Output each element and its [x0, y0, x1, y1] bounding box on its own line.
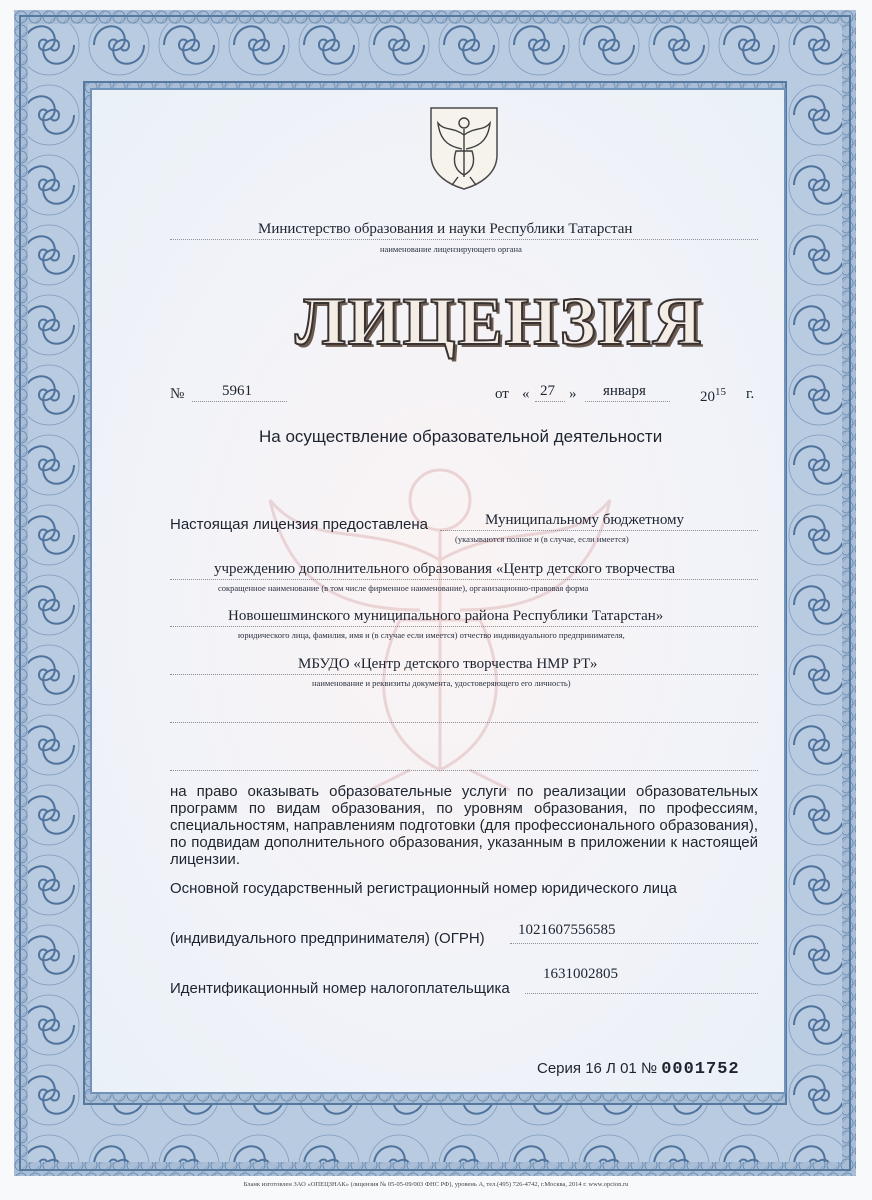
number-label: № [170, 386, 185, 402]
grantee-line3: Новошешминского муниципального района Республики Татарстан» [228, 608, 664, 624]
quote-close: » [569, 386, 577, 402]
series-label: Серия [537, 1060, 582, 1077]
year-suffix: 15 [715, 386, 726, 398]
grantee-caption4: наименование и реквизиты документа, удостоверяющего его личность) [312, 678, 571, 688]
number-line [192, 401, 287, 402]
ogrn-label-2: (индивидуального предпринимателя) (ОГРН) [170, 930, 485, 947]
grantee-caption3: юридического лица, фамилия, имя и (в случае если имеется) отчество индивидуального предпринимателя, [238, 630, 625, 640]
series-block [537, 1060, 740, 1079]
coat-of-arms-icon [428, 105, 500, 191]
blank-line-2 [170, 770, 758, 771]
authority-caption: наименование лицензирующего органа [380, 244, 522, 254]
year-prefix: 20 [700, 389, 715, 405]
grantee-label: Настоящая лицензия предоставлена [170, 516, 429, 533]
day-line [535, 401, 565, 402]
authority-line [170, 239, 758, 240]
series-no-label: № [640, 1060, 658, 1077]
series-value: 16 Л 01 [585, 1060, 637, 1077]
printer-footer: Бланк изготовлен ЗАО «ОПЕЦЗНАК» (лицензия № 05-05-09/003 ФНС РФ), уровень А, тел.(495) 726-4742, г.Москва, 2014 г. www.opcion.ru [243, 1181, 629, 1188]
grantee-underline1 [440, 530, 758, 531]
blank-line-1 [170, 722, 758, 723]
inn-line [525, 993, 758, 994]
grantee-caption1: (указываются полное и (в случае, если имеется) [455, 534, 629, 544]
grantee-caption2: сокращенное наименование (в том числе фирменное наименование), организационно-правовая форма [218, 583, 589, 593]
rights-paragraph: на право оказывать образовательные услуги по реализации образовательных программ по видам образования, по уровням образования, по профессиям, специальностям, направлениям подготовки (для профессионального образования), по подвидам дополнительного образования, указанным в приложении к настоящей лицензии. [170, 783, 758, 868]
license-number: 5961 [222, 383, 252, 399]
quote-open: « [522, 386, 530, 402]
series-number: 0001752 [661, 1060, 740, 1079]
grantee-line1: Муниципальному бюджетному [485, 512, 685, 528]
license-purpose: На осуществление образовательной деятельности [259, 427, 663, 446]
document-title: ЛИЦЕНЗИЯ [295, 283, 704, 359]
grantee-underline3 [170, 626, 758, 627]
ogrn-value: 1021607556585 [518, 922, 616, 938]
grantee-line4: МБУДО «Центр детского творчества НМР РТ» [298, 656, 598, 672]
ogrn-line [510, 943, 758, 944]
inn-label: Идентификационный номер налогоплательщика [170, 980, 510, 997]
grantee-underline4 [170, 674, 758, 675]
grantee-line2: учреждению дополнительного образования «Центр детского творчества [214, 561, 676, 577]
date-month: января [603, 383, 646, 399]
date-from-label: от [495, 386, 509, 402]
ogrn-label-1: Основной государственный регистрационный номер юридического лица [170, 880, 677, 897]
date-year [700, 386, 726, 406]
grantee-underline2 [170, 579, 758, 580]
year-label: г. [746, 386, 755, 402]
issuing-authority: Министерство образования и науки Республики Татарстан [258, 221, 633, 237]
date-day: 27 [540, 383, 555, 399]
inn-value: 1631002805 [543, 966, 618, 982]
month-line [585, 401, 670, 402]
